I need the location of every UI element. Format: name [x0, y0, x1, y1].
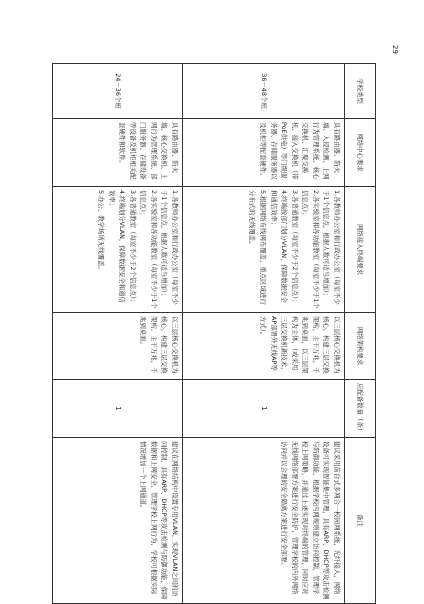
school-tier-cell: 24－36个班 — [53, 64, 183, 119]
header-school-type: 学校类型 — [345, 64, 376, 119]
terminal-line: 5.根据网络布线网布覆盖，重点区域进行分布式的无线覆盖。 — [248, 190, 268, 305]
header-count: 应配备数量（条） — [345, 380, 376, 438]
table-header-row — [345, 64, 376, 604]
header-network-center: 网络中心要求 — [345, 119, 376, 187]
school-tier-cell: 36－48个班 — [183, 64, 345, 119]
terminal-line: 3.各普通教室（每室不少于2个信息点）； — [290, 190, 299, 306]
header-notes: 备注 — [345, 438, 376, 604]
requirements-table — [52, 63, 376, 604]
notes-cell: 建议采用前台式多网合一校园网系统，光纤接入，网络设备可实现智能集中管理，具有ARP、DHCP等攻击检测与防御功能，根据学校内网规则建立访问控制，管理学校上网策略，并通过上述实现对终端的管理，同时应对无线网络部署方案进行安全防护，管理学校的内外网络访问并以合理的安全隔离方案进行安全部署。 — [183, 438, 345, 604]
header-access-terminal: 网络接入终端要求 — [345, 187, 376, 313]
terminal-line: 2.各实验室和各功能教室（每室不少于1个信息点）； — [139, 190, 158, 309]
terminal-line: 3.各普通教室（每室不少于2个信息点）； — [128, 190, 137, 306]
notes-cell: 建议在网络结构中设置专用VLAN，实现VLAN之间的访问控制，具有ARP、DHCP等攻击检测与防御功能，保障数据和上网安全，管理学校上网行为，学校可根据实际情况增加一个上网通道。 — [53, 438, 183, 604]
rotated-page — [52, 63, 376, 603]
network-center-cell: 具有路由器、防火墙、核心交换机、上网行为管理系统、部门服务器、存储设备等设备及机柜相关配套硬件和软件。 — [53, 119, 183, 187]
count-cell: 1 — [53, 380, 183, 438]
terminal-line: 4.终端按部门划分VLAN，保障数据安全和通信效率； — [269, 190, 289, 303]
table-row — [183, 64, 345, 604]
access-terminal-cell — [53, 187, 183, 313]
access-terminal-cell — [183, 187, 345, 313]
count-cell: 1 — [183, 380, 345, 438]
terminal-line: 2.各实验室和各功能教室（每室不少于1个信息点）； — [301, 190, 320, 309]
terminal-line: 1.各教师办公室和行政办公室（每室不少于1个信息点，根据人数可适当增加）； — [160, 190, 179, 305]
terminal-line: 1.各教师办公室和行政办公室（每室不少于1个信息点，根据人数可适当增加）； — [322, 190, 341, 305]
architecture-cell: 以三层核心交换机为核心，构建三层交换架构，主干万兆，千兆到桌面。 — [53, 313, 183, 380]
table-row — [53, 64, 183, 604]
page-number: 29 — [391, 45, 399, 54]
network-center-cell: 具有路由器、防火墙、入侵检测、上网行为管理系统、核心交换机、汇聚交换机、接入交换机（带PoE供电）等门级服务器、存储服务器以及机柜等配套硬件。 — [183, 119, 345, 187]
header-architecture: 网络架构要求 — [345, 313, 376, 380]
terminal-line: 5.办公、教学场所无线覆盖。 — [97, 190, 106, 273]
architecture-cell: 以三层核心交换机为核心，构建三层交换架构，主干万兆，千兆到桌面，以三层架构为主体，（或采用三层交换机新技术，AP部署外无线AP等方式）。 — [183, 313, 345, 380]
terminal-line: 4.终端划分VLAN，保障数据安全和通信效率； — [107, 190, 127, 303]
